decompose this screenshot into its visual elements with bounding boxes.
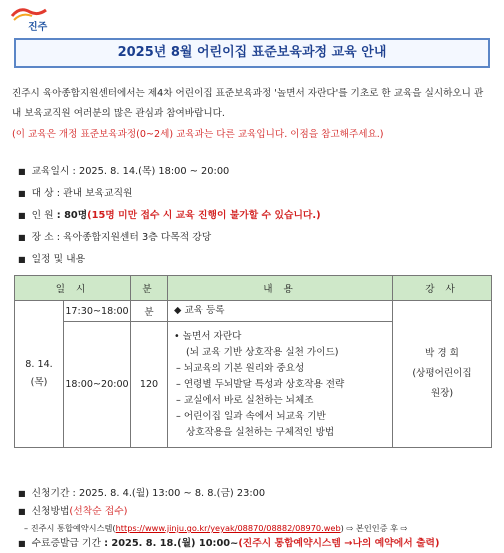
info-target: ■ 대 상 : 관내 보육교직원 (18, 188, 133, 199)
header-minutes: 분 (131, 276, 168, 301)
square-bullet-icon: ■ (18, 211, 26, 220)
apply-cert: ■ 수료증발급 기간 : 2025. 8. 18.(월) 10:00~(진주시 통합예약시스템 →나의 예약에서 출력) (18, 538, 440, 549)
schedule-table (14, 275, 492, 448)
square-bullet-icon: ■ (18, 489, 26, 498)
time-cell: 18:00~20:00 (64, 322, 131, 448)
warning-text: (이 교육은 개정 표준보육과정(0~2세) 교육과는 다른 교육입니다. 이점을 참고해주세요.) (12, 129, 384, 140)
table-row (15, 301, 492, 322)
content-line: • 놀면서 자란다 (174, 330, 242, 342)
header-instructor: 강 사 (393, 276, 492, 301)
content-line: – 뇌교육의 기본 원리와 중요성 (176, 362, 305, 374)
info-capacity: ■ 인 원 : 80명(15명 미만 접수 시 교육 진행이 불가할 수 있습니다.) (18, 210, 321, 221)
square-bullet-icon: ■ (18, 255, 26, 264)
content-cell (168, 322, 393, 448)
city-logo (8, 4, 50, 32)
logo-text: 진주 (28, 22, 48, 33)
content-line: – 교실에서 바로 실천하는 뇌체조 (176, 394, 314, 406)
table-header-row (15, 276, 492, 301)
square-bullet-icon: ■ (18, 167, 26, 176)
square-bullet-icon: ■ (18, 507, 26, 516)
apply-method: ■ 신청방법(선착순 접수) (18, 506, 128, 517)
info-schedule: ■ 일정 및 내용 (18, 254, 86, 265)
info-date: ■ 교육일시 : 2025. 8. 14.(목) 18:00 ~ 20:00 (18, 166, 230, 177)
square-bullet-icon: ■ (18, 233, 26, 242)
info-place: ■ 장 소 : 육아종합지원센터 3층 다목적 강당 (18, 232, 212, 243)
page-title: 2025년 8월 어린이집 표준보육과정 교육 안내 (14, 38, 490, 68)
content-line: – 어린이집 일과 속에서 뇌교육 기반 (176, 410, 326, 422)
apply-method-line1: – 진주시 통합예약시스템(https://www.jinju.go.kr/yeyak/08870/08882/08970.web) ⇨ 본인인증 후 ⇨ (24, 523, 408, 533)
instructor-org: (상평어린이집 (412, 368, 472, 379)
date-cell: 8. 14. (목) (15, 301, 64, 448)
content-line: 상호작용을 실천하는 구체적인 방법 (186, 426, 335, 438)
reservation-link[interactable]: https://www.jinju.go.kr/yeyak/08870/08882/08970.web (115, 523, 341, 533)
header-datetime: 일 시 (15, 276, 131, 301)
instructor-cell (393, 301, 492, 448)
time-cell: 17:30~18:00 (64, 301, 131, 322)
square-bullet-icon: ■ (18, 539, 26, 548)
minutes-cell: 분 (131, 301, 168, 322)
diamond-bullet-icon: ◆ (174, 305, 182, 316)
content-line: – 연령별 두뇌발달 특성과 상호작용 전략 (176, 378, 345, 390)
minutes-cell: 120 (131, 322, 168, 448)
intro-text: 진주시 육아종합지원센터에서는 제4차 어린이집 표준보육과정 '놀면서 자란다'를 기초로 한 교육을 실시하오니 관내 보육교직원 여러분의 많은 관심과 참여바랍니다. (12, 88, 484, 119)
header-content: 내 용 (168, 276, 393, 301)
instructor-role: 원장) (430, 388, 454, 399)
square-bullet-icon: ■ (18, 189, 26, 198)
apply-period: ■ 신청기간 : 2025. 8. 4.(월) 13:00 ~ 8. 8.(금) 23:00 (18, 488, 266, 499)
instructor-name: 박 경 희 (425, 348, 459, 359)
content-cell: ◆ 교육 등록 (168, 301, 393, 322)
content-line: (뇌 교육 기반 상호작용 실천 가이드) (186, 346, 339, 358)
